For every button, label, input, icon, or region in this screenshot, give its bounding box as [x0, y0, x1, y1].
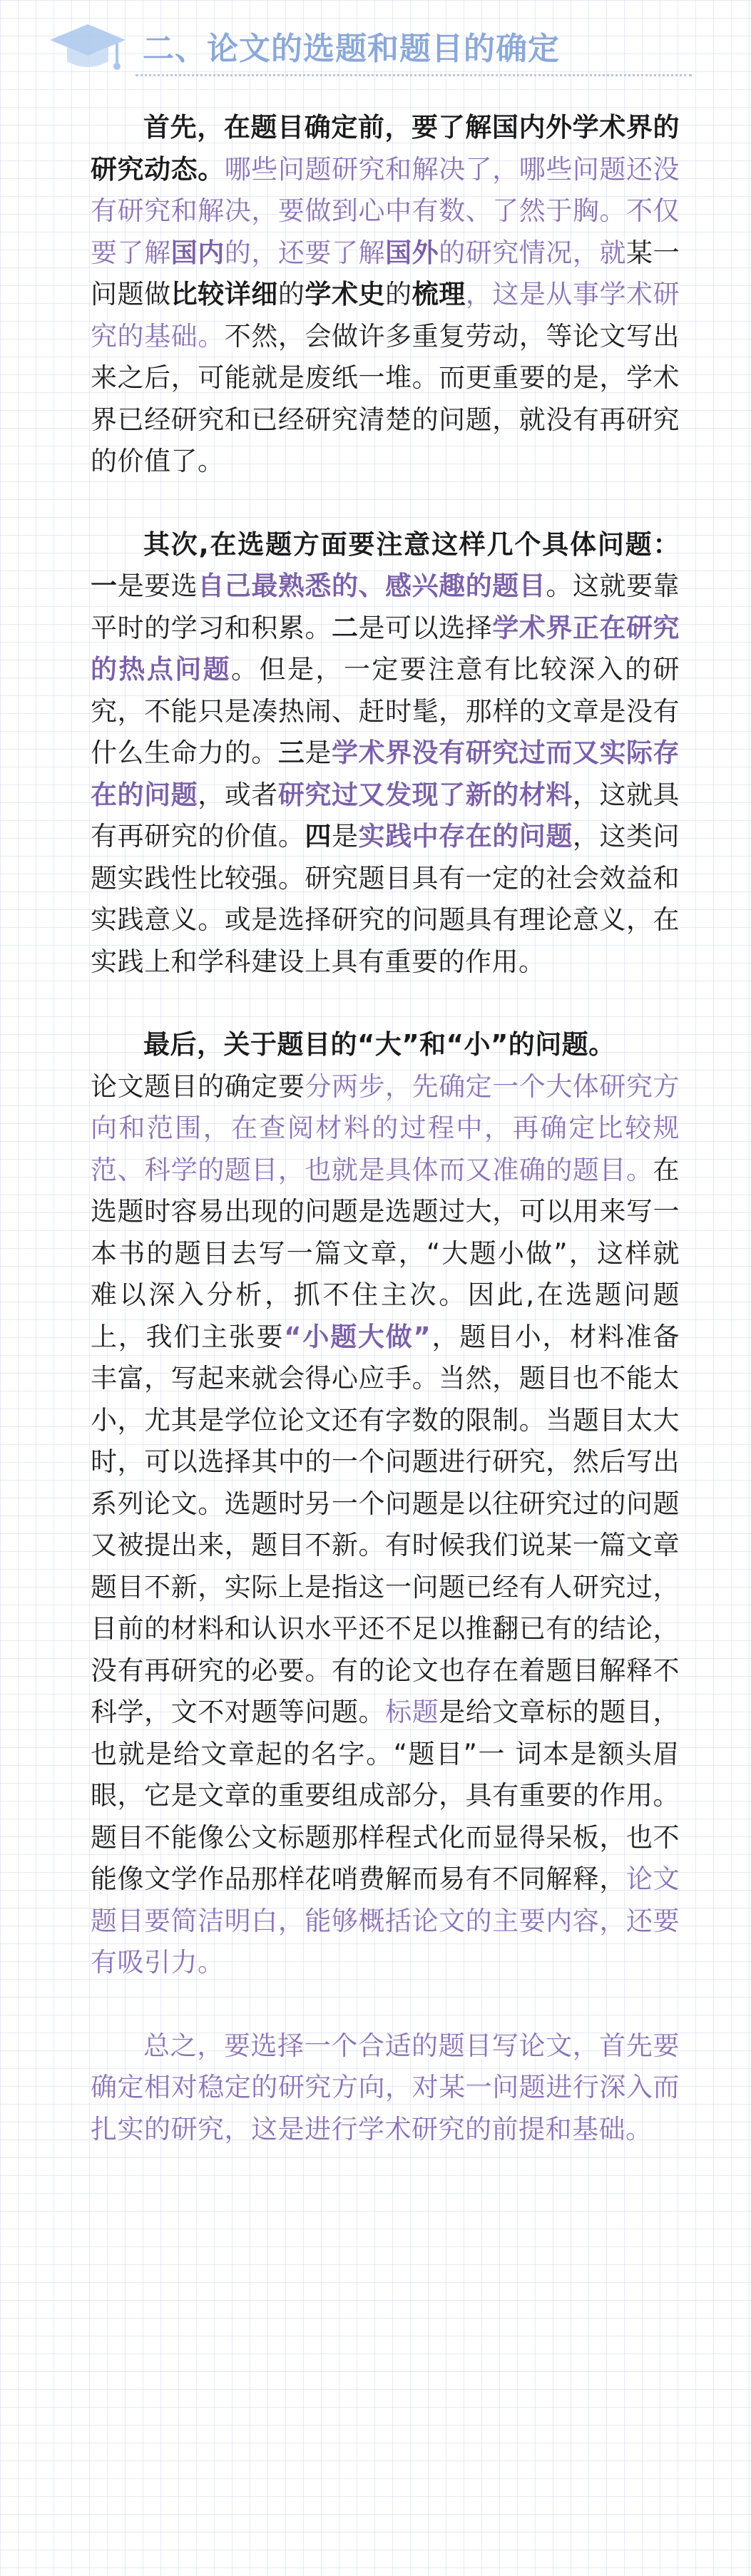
text-segment: 三: [277, 737, 305, 768]
text-segment: ，或者: [198, 779, 278, 810]
text-segment: 比较详细: [170, 279, 278, 310]
text-segment: 首先，在题目确定前，要了解国内外学术界的研究动态。: [91, 112, 680, 185]
text-segment: 标题: [385, 1697, 439, 1727]
text-segment: 。这就要靠平时的学习和积累。: [91, 571, 680, 643]
text-segment: 的: [385, 279, 412, 310]
text-segment: 学术界没有研究过而又实际存在的问题: [91, 737, 680, 810]
section-title: 二、论文的选题和题目的确定: [143, 31, 560, 67]
graduation-cap-icon: [48, 20, 127, 77]
text-segment: 学术界正在研究的热点问题: [91, 612, 680, 685]
title-divider: [136, 74, 692, 76]
text-segment: 是要选: [117, 571, 198, 601]
section-header: [43, 13, 706, 77]
text-segment: 是可以选择: [358, 612, 493, 643]
text-segment: 二: [331, 612, 359, 643]
text-segment: 总之，要选择一个合适的题目写论文，首先要确定相对稳定的研究方向，对某一问题进行深入而扎实的研究，这是进行学术研究的前提和基础。: [91, 2030, 680, 2145]
text-segment: 某一问题做: [91, 237, 680, 310]
text-segment: 的: [277, 279, 305, 310]
text-segment: “小题大做”: [284, 1321, 431, 1352]
text-segment: 其次,在选题方面要注意这样几个具体问题：一: [91, 528, 680, 601]
text-segment: ，这是从事学术研究的基础。: [91, 279, 680, 352]
text-segment: 研究过又发现了新的材料: [277, 779, 573, 810]
text-segment: 不然，会做许多重复劳动，等论文写出来之后，可能就是废纸一堆。而更重要的是，学术界已经研究和已经研究清楚的问题，就没有再研究的价值了。: [91, 320, 680, 476]
paragraph-topic-size: [91, 1024, 680, 1984]
text-segment: 论文题目要简洁明白，能够概括论文的主要内容，还要有吸引力。: [91, 1864, 680, 1978]
text-segment: ，题目小，材料准备丰富，写起来就会得心应手。当然，题目也不能太小，尤其是学位论文还有字数的限制。当题目太大时，可以选择其中的一个问题进行研究，然后写出系列论文。选题时另一个问题是以往研究过的问题又被提出来，题目不新。有时候我们说某一篇文章题目不新，实际上是指这一问题已经有人研究过，目前的材料和认识水平还不足以推翻已有的结论，没有再研究的必要。有的论文也存在着题目解释不科学，文不对题等问题。: [91, 1321, 680, 1727]
text-segment: 论文题目的确定要: [91, 1070, 305, 1102]
text-segment: 。但是，一定要注意有比较深入的研究，不能只是凑热闹、赶时髦，那样的文章是没有什么生命力的。: [91, 654, 680, 768]
article-body: [91, 107, 680, 2192]
text-segment: 哪些问题研究和解决了，哪些问题还没有研究和解决，要做到心中有数、了然于胸。不仅要了解: [91, 153, 680, 268]
text-segment: 国外: [385, 237, 439, 268]
text-segment: 梳理: [412, 279, 466, 310]
text-segment: 自己最熟悉的、感兴趣的题目: [198, 571, 546, 601]
text-segment: 是: [331, 821, 359, 852]
text-segment: ，这类问题实践性比较强。研究题目具有一定的社会效益和实践意义。或是选择研究的问题具有理论意义，在实践上和学科建设上具有重要的作用。: [91, 821, 680, 977]
text-segment: 实践中存在的问题: [358, 821, 573, 852]
text-segment: 是: [305, 737, 332, 768]
text-segment: 是给文章标的题目，也就是给文章起的名字。“题目”一 词本是额头眉眼，它是文章的重要组成部分，具有重要的作用。题目不能像公文标题那样程式化而显得呆板，也不能像文学作品那样花哨费解而易有不同解释，: [91, 1697, 680, 1894]
paragraph-topic-selection: [91, 524, 680, 983]
text-segment: 学术史: [305, 279, 386, 310]
text-segment: 的研究情况，就: [439, 237, 627, 268]
text-segment: 分两步，先确定一个大体研究方向和范围，在查阅材料的过程中，再确定比较规范、科学的题目，也就是具体而又准确的题目。: [91, 1070, 680, 1185]
text-segment: 在选题时容易出现的问题是选题过大，可以用来写一本书的题目去写一篇文章，“大题小做”，这样就难以深入分析，抓不住主次。因此,在选题问题上，我们主张要: [91, 1154, 680, 1352]
text-segment: 的，还要了解: [224, 237, 386, 268]
text-segment: ，这就具有再研究的价值。: [91, 779, 680, 852]
text-segment: 最后，关于题目的“大”和“小”的问题。: [143, 1029, 615, 1060]
text-segment: 四: [305, 821, 332, 852]
paragraph-conclusion: [91, 2025, 680, 2151]
text-segment: 国内: [170, 237, 225, 268]
paragraph-research-trends: [91, 107, 680, 483]
